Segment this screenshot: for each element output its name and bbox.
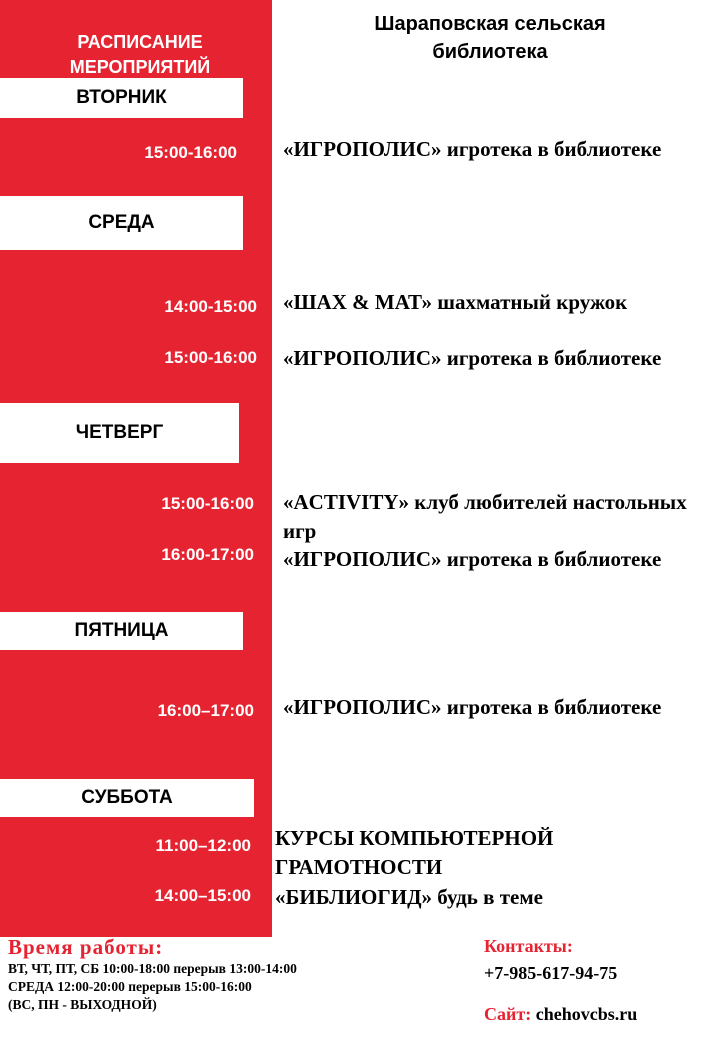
- working-hours: [8, 934, 448, 1014]
- event-time: 15:00-16:00: [164, 348, 257, 367]
- day-label-friday: ПЯТНИЦА: [0, 612, 243, 650]
- working-hours-title: Время работы:: [8, 935, 164, 959]
- contacts-label: Контакты:: [484, 936, 573, 956]
- event-time: 15:00-16:00: [161, 494, 254, 513]
- working-hours-line: (ВС, ПН - ВЫХОДНОЙ): [8, 997, 157, 1012]
- schedule-title: РАСПИСАНИЕ МЕРОПРИЯТИЙ: [69, 32, 211, 77]
- website-label: Сайт:: [484, 1004, 532, 1024]
- event-time: 14:00-15:00: [164, 297, 257, 316]
- day-label-saturday: СУББОТА: [0, 779, 254, 817]
- library-name: Шараповская сельская библиотека: [374, 13, 606, 63]
- website: [484, 1002, 714, 1026]
- event-title: «ИГРОПОЛИС» игротека в библиотеке: [283, 137, 662, 161]
- event-title: «БИБЛИОГИД» будь в теме: [275, 885, 543, 909]
- event-time: 16:00–17:00: [157, 701, 254, 720]
- event-title: «ШАХ & МАТ» шахматный кружок: [283, 290, 628, 314]
- event-time: 15:00-16:00: [144, 143, 237, 162]
- working-hours-line: ВТ, ЧТ, ПТ, СБ 10:00-18:00 перерыв 13:00-14:00: [8, 961, 297, 976]
- day-label-thursday: ЧЕТВЕРГ: [0, 403, 239, 463]
- working-hours-line: СРЕДА 12:00-20:00 перерыв 15:00-16:00: [8, 979, 252, 994]
- event-title: «ACTIVITY» клуб любителей настольных игр: [283, 490, 687, 543]
- event-title: КУРСЫ КОМПЬЮТЕРНОЙ ГРАМОТНОСТИ: [275, 826, 554, 879]
- day-label-tuesday: ВТОРНИК: [0, 78, 243, 118]
- phone-number: +7-985-617-94-75: [484, 963, 618, 983]
- website-url[interactable]: chehovcbs.ru: [535, 1004, 638, 1024]
- contacts: [484, 934, 714, 1026]
- event-title: «ИГРОПОЛИС» игротека в библиотеке: [283, 547, 662, 571]
- day-label-wednesday: СРЕДА: [0, 196, 243, 250]
- event-time: 11:00–12:00: [155, 836, 251, 855]
- event-title: «ИГРОПОЛИС» игротека в библиотеке: [283, 346, 662, 370]
- event-time: 14:00–15:00: [154, 886, 251, 905]
- event-time: 16:00-17:00: [161, 545, 254, 564]
- event-title: «ИГРОПОЛИС» игротека в библиотеке: [283, 695, 662, 719]
